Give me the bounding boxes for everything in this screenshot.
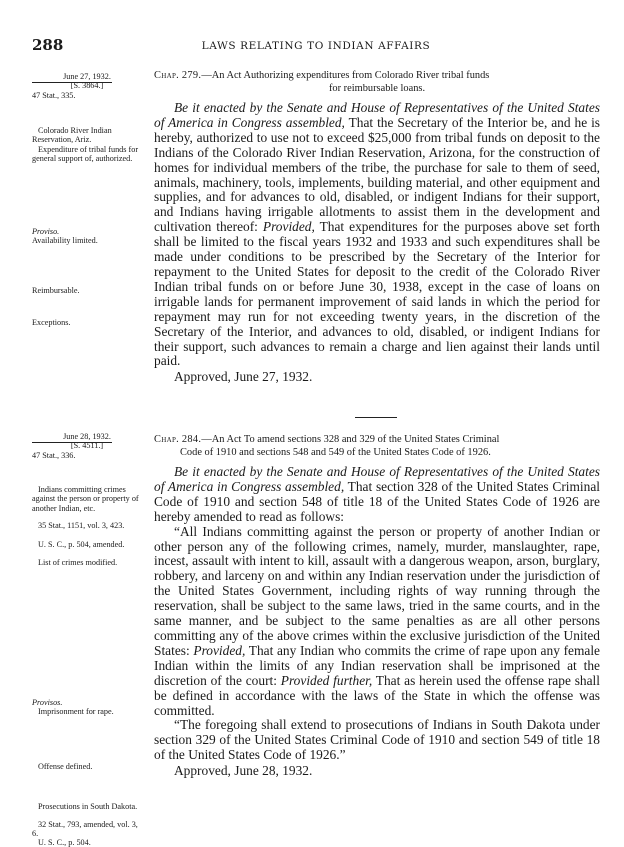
act2-bill: [S. 4511.] (70, 441, 104, 450)
act1-topic: Colorado River Indian Reservation, Ariz. (32, 126, 112, 145)
act1-paragraph: Be it enacted by the Senate and House of Representatives of the United States of America in Congress assembled, That the Secretary of the Interior be, and he is hereby, authorized to use not to exceed $25,000 from tribal funds on deposit to the Indians of the Colorado River Indian Reservation, Arizona, for the construction of homes for individual members of the tribe, the purchase for sale to them of seed, animals, machinery, tools, implements, building material, and other equipment and supplies, and for advances to old, disabled, or indigent Indians for their support, and Indians having irrigable allotments to assist them in the development and cultivation thereof: Provided, That expenditures for the purposes above set forth shall be limited to the fiscal years 1932 and 1933 and such expenditures shall be made under conditions to be prescribed by the Secretary of the Interior for repayment to the United States for deposit to the credit of the Colorado River Indian tribal funds on or before June 30, 1938, except in the case of loans on irrigable lands for permanent improvement of said lands in which the period for repayment may run for not exceeding twenty years, in the discretion of the Secretary of the Interior, and advances to old, disabled, or indigent Indians for their support, such advances to remain a charge and lien against their lands until paid. (154, 100, 601, 369)
act1-proviso: Proviso. (32, 227, 60, 236)
act2-proviso: Provisos. (32, 698, 63, 707)
act1-title (154, 70, 600, 95)
act2-list: List of crimes modified. (38, 558, 118, 567)
act1-body (154, 70, 600, 384)
page-header (32, 36, 600, 56)
running-head: LAWS RELATING TO INDIAN AFFAIRS (201, 40, 431, 52)
act2-final-paragraph: “The foregoing shall extend to prosecutions of Indians in South Dakota under section 329 of the United States Criminal Code of 1910 and section 549 of title 18 of the United States Code of 1926.” (154, 717, 600, 763)
act2-approved: Approved, June 28, 1932. (174, 763, 313, 779)
act2-body (154, 434, 600, 778)
act1-reimbursable: Reimbursable. (32, 286, 80, 295)
act1-chap: Chap. 279. (154, 70, 202, 81)
act2-topic: Indians committing crimes against the person or property of another Indian, etc. (32, 485, 139, 513)
act1-title-line2: for reimbursable loans. (328, 82, 426, 94)
act2-paragraph: Be it enacted by the Senate and House of Representatives of the United States of America in Congress assembled, That section 328 of the United States Criminal Code of 1910 and section 548 of title 18 of the United States Code of 1926 are hereby amended to read as follows: (154, 464, 600, 524)
act2-quote-paragraph: “All Indians committing against the person or property of another Indian or other person any of the following crimes, namely, murder, manslaughter, rape, incest, assault with intent to kill, assault with a dangerous weapon, arson, burglary, robbery, and larceny on and within any Indian reservation under the jurisdiction of the United States Government, including rights of way running through the reservation, shall be subject to the same laws, tried in the same courts, and in the same manner, and be subject to the same penalties as are all other persons committing any of the above crimes within the exclusive jurisdiction of the United States: Provided, That any Indian who commits the crime of rape upon any female Indian within the limits of any Indian reservation shall be imprisoned at the discretion of the court: Provided further, That as herein used the offense rape shall be defined in accordance with the laws of the State in which the offense was committed. (154, 523, 600, 718)
act1-date: June 27, 1932. (63, 72, 111, 81)
act2-date: June 28, 1932. (63, 432, 111, 441)
act1-exceptions: Exceptions. (32, 318, 71, 327)
act2-chap: Chap. 284. (154, 434, 202, 445)
act2-stat: 47 Stat., 336. (32, 451, 76, 460)
act2-ref1: 35 Stat., 1151, vol. 3, 423. (38, 521, 125, 530)
act2-title-line1: —An Act To amend sections 328 and 329 of the United States Criminal (201, 434, 500, 445)
act2-ref4: U. S. C., p. 504. (38, 838, 91, 847)
act1-enacting-clause: Be it enacted by the Senate and House of Representatives of the United States of America in Congress assembled, (154, 100, 600, 130)
act2-title (154, 434, 600, 459)
act2-prosecutions: Prosecutions in South Dakota. (38, 802, 138, 811)
page-number: 288 (32, 36, 64, 54)
section-separator (355, 417, 397, 418)
act1-bill: [S. 3864.] (70, 81, 104, 90)
act2-imprisonment: Imprisonment for rape. (38, 707, 114, 716)
act2-ref3: 32 Stat., 793, amended, vol. 3, 6. (32, 820, 138, 839)
act2-ref2: U. S. C., p. 504, amended. (38, 540, 125, 549)
act1-topic2: Expenditure of tribal funds for general support of, authorized. (32, 145, 139, 164)
act2-title-line2: Code of 1910 and sections 548 and 549 of the United States Code of 1926. (180, 446, 491, 458)
act1-approved: Approved, June 27, 1932. (174, 369, 313, 385)
act2-enacting-clause: Be it enacted by the Senate and House of Representatives of the United States of America in Congress assembled, (154, 464, 600, 494)
act1-stat: 47 Stat., 335. (32, 91, 76, 100)
act1-title-line1: —An Act Authorizing expenditures from Colorado River tribal funds (201, 70, 490, 81)
act2-offense: Offense defined. (38, 762, 93, 771)
act1-availability: Availability limited. (32, 236, 98, 245)
